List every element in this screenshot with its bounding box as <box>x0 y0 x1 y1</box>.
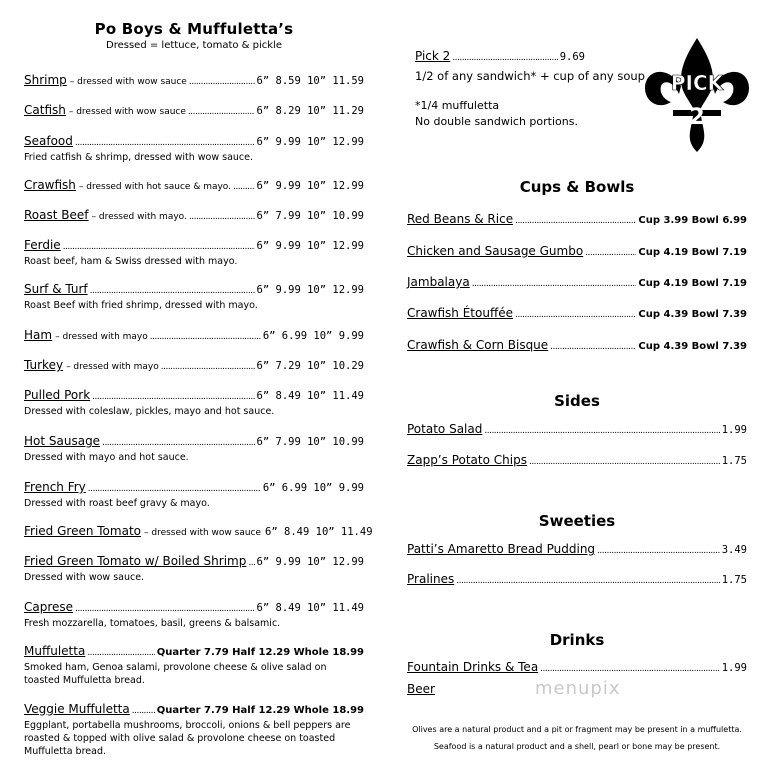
menu-item-name: Fried Green Tomato <box>24 524 141 538</box>
menu-item-name: Shrimp <box>24 73 67 87</box>
menu-item-price: 1.75 <box>721 574 747 586</box>
sides-title: Sides <box>554 392 600 410</box>
menu-item-description: Dressed with coleslaw, pickles, mayo and hot sauce. <box>24 406 275 417</box>
leader-dots <box>75 138 255 148</box>
menu-item-name: Fried Green Tomato w/ Boiled Shrimp <box>24 554 247 568</box>
section-subtitle: Dressed = lettuce, tomato & pickle <box>106 40 282 51</box>
menu-item-name: Pulled Pork <box>24 388 91 402</box>
menu-item <box>407 275 747 289</box>
menu-item-price: Cup 3.99 Bowl 6.99 <box>638 215 747 226</box>
pick-two-block <box>415 48 645 130</box>
menu-item-price: 6” 8.49 10” 11.49 <box>265 526 373 538</box>
menu-item <box>24 600 364 630</box>
menu-item <box>24 524 373 538</box>
menu-item-name: Roast Beef <box>24 208 89 222</box>
sweeties-title: Sweeties <box>538 512 616 530</box>
menu-item-name: Chicken and Sausage Gumbo <box>407 244 584 258</box>
menu-item-name: Ham <box>24 328 53 342</box>
menu-item-name: Catfish <box>24 103 66 117</box>
fleur-de-lis-logo <box>643 36 751 154</box>
drinks-title: Drinks <box>549 631 605 649</box>
menu-item-line <box>407 306 747 320</box>
leader-dots <box>233 182 255 192</box>
menu-item-description: Dressed with roast beef gravy & mayo. <box>24 498 210 509</box>
menu-item-line <box>24 358 364 372</box>
menu-item-line <box>24 644 364 658</box>
pick-two-price: 9.69 <box>559 51 585 63</box>
leader-dots <box>189 77 255 87</box>
leader-dots <box>515 310 636 320</box>
menu-item-price: 6” 6.99 10” 9.99 <box>262 330 364 342</box>
menu-item-line <box>24 328 364 342</box>
menu-item-price: Cup 4.39 Bowl 7.39 <box>638 341 747 352</box>
menu-item-note: – dressed with mayo <box>55 332 148 342</box>
menu-item-name: Pralines <box>407 572 455 586</box>
menu-item-line <box>24 282 364 296</box>
menu-item-price: 6” 7.99 10” 10.99 <box>256 210 364 222</box>
pick-two-description: 1/2 of any sandwich* + cup of any soup <box>415 69 645 83</box>
menu-item-line <box>24 178 364 192</box>
menu-item-name: Ferdie <box>24 238 61 252</box>
menu-item <box>24 554 364 584</box>
leader-dots <box>88 484 261 494</box>
menu-item-name: Surf & Turf <box>24 282 88 296</box>
menu-item-line <box>24 73 364 87</box>
menu-item-note: – dressed with wow sauce <box>69 77 187 87</box>
menu-item <box>24 358 364 372</box>
menu-item-name: Seafood <box>24 134 73 148</box>
menu-item <box>24 434 364 464</box>
cups-title: Cups & Bowls <box>519 178 635 196</box>
leader-dots <box>90 286 255 296</box>
leader-dots <box>102 438 254 448</box>
menu-item <box>24 178 364 192</box>
menu-item-note: – dressed with hot sauce & mayo. <box>78 182 232 192</box>
menu-item <box>24 388 364 418</box>
menu-item-note: – dressed with wow sauce <box>68 107 186 117</box>
menu-item-description: Fried catfish & shrimp, dressed with wow sauce. <box>24 152 254 163</box>
menu-item-price: 6” 9.99 10” 12.99 <box>256 284 364 296</box>
menu-item <box>407 338 747 352</box>
leader-dots <box>540 664 720 674</box>
menu-item-line <box>24 702 364 716</box>
menu-item-description: Roast Beef with fried shrimp, dressed with mayo. <box>24 300 258 311</box>
menu-item <box>24 208 364 222</box>
menu-item-price: 6” 9.99 10” 12.99 <box>256 180 364 192</box>
leader-dots <box>150 332 261 342</box>
menu-item-line <box>407 542 747 556</box>
menu-item-description: Dressed with mayo and hot sauce. <box>24 452 189 463</box>
menu-item-description: Smoked ham, Genoa salami, provolone cheese & olive salad on toasted Muffuletta bread. <box>24 662 327 686</box>
leader-dots <box>529 457 720 467</box>
menu-item-price: 3.49 <box>721 544 747 556</box>
menu-item <box>24 702 364 758</box>
menu-item-price: 6” 6.99 10” 9.99 <box>262 482 364 494</box>
menu-item-name: Crawfish <box>24 178 76 192</box>
menu-item-price: 6” 8.29 10” 11.29 <box>256 105 364 117</box>
menu-item-price: 6” 9.99 10” 12.99 <box>256 240 364 252</box>
pick-two-note: *1/4 muffuletta <box>415 99 500 112</box>
menu-item-price: Cup 4.39 Bowl 7.39 <box>638 309 747 320</box>
menu-item-price: Quarter 7.79 Half 12.29 Whole 18.99 <box>156 705 364 716</box>
menu-item-name: Caprese <box>24 600 74 614</box>
menu-item-note: – dressed with mayo <box>66 362 159 372</box>
menu-item-line <box>24 238 364 252</box>
menu-item <box>407 306 747 320</box>
menu-item <box>24 644 364 687</box>
menu-item <box>24 103 364 117</box>
menu-item-name: Red Beans & Rice <box>407 212 514 226</box>
menu-item-price: 6” 8.59 10” 11.59 <box>256 75 364 87</box>
menu-item-line <box>24 600 364 614</box>
menu-item-price: 1.75 <box>721 455 747 467</box>
leader-dots <box>597 546 720 556</box>
menu-item-name: Crawfish & Corn Bisque <box>407 338 549 352</box>
menu-item <box>24 480 364 510</box>
menu-item-line <box>24 134 364 148</box>
leader-dots <box>248 558 254 568</box>
menu-item <box>407 212 747 226</box>
menu-item-name: Potato Salad <box>407 422 483 436</box>
menu-item-price: 6” 9.99 10” 12.99 <box>256 556 364 568</box>
footnote-olives: Olives are a natural product and a pit or fragment may be present in a muffuletta. <box>412 725 742 734</box>
menu-item-line <box>24 103 364 117</box>
menu-item-name: Patti’s Amaretto Bread Pudding <box>407 542 596 556</box>
menu-item-line <box>24 524 373 538</box>
menu-item-description: Fresh mozzarella, tomatoes, basil, greens & balsamic. <box>24 618 281 629</box>
menu-item-price: Cup 4.19 Bowl 7.19 <box>638 247 747 258</box>
menu-item-name: Jambalaya <box>407 275 470 289</box>
menu-item-name: Fountain Drinks & Tea <box>407 660 539 674</box>
menu-item-name: Crawfish Étouffée <box>407 306 513 320</box>
menu-item-line <box>24 434 364 448</box>
menu-item-name: Hot Sausage <box>24 434 101 448</box>
footnote-seafood: Seafood is a natural product and a shell, pearl or bone may be present. <box>433 742 721 751</box>
menu-item-line <box>24 388 364 402</box>
menu-item-line <box>407 660 747 674</box>
leader-dots <box>132 706 155 716</box>
leader-dots <box>63 242 255 252</box>
pick-two-note-2: No double sandwich portions. <box>415 115 578 128</box>
leader-dots <box>585 248 636 258</box>
menu-item-price: Cup 4.19 Bowl 7.19 <box>638 278 747 289</box>
menu-item-line <box>407 572 747 586</box>
leader-dots <box>484 426 719 436</box>
menu-item <box>24 238 364 268</box>
menu-item-line <box>407 212 747 226</box>
menu-item-name: French Fry <box>24 480 86 494</box>
logo-number: 2 <box>689 105 705 130</box>
menu-item-line <box>407 244 747 258</box>
menu-item-line <box>407 422 747 436</box>
menu-item <box>24 73 364 87</box>
menu-item <box>407 542 747 556</box>
po-boys-section <box>24 20 373 757</box>
leader-dots <box>188 107 255 117</box>
menu-item <box>407 422 747 436</box>
menu-item-name: Turkey <box>24 358 64 372</box>
menu-item-name: Zapp’s Potato Chips <box>407 453 527 467</box>
menu-item <box>407 660 747 674</box>
menu-item-line <box>24 554 364 568</box>
menu-item-price: 6” 8.49 10” 11.49 <box>256 390 364 402</box>
menu-item-price: 1.99 <box>721 424 747 436</box>
leader-dots <box>456 576 719 586</box>
menu-item-name: Muffuletta <box>24 644 86 658</box>
leader-dots <box>472 279 637 289</box>
menu-item-line <box>24 480 364 494</box>
menu-item-line <box>407 453 747 467</box>
menu-item <box>407 572 747 586</box>
menu-item-description: Eggplant, portabella mushrooms, broccoli, onions & bell peppers are roasted & topped with olive salad & provolone cheese on toasted Muffuletta bread. <box>24 720 351 757</box>
menu-item <box>407 244 747 258</box>
menu-item-price: 6” 7.99 10” 10.99 <box>256 436 364 448</box>
menu-item <box>24 134 364 164</box>
menu-item <box>24 328 364 342</box>
watermark: menupix <box>535 678 621 699</box>
leader-dots <box>92 392 254 402</box>
leader-dots <box>550 342 636 352</box>
pick-two-name: Pick 2 <box>415 49 451 63</box>
menu-item-price: 6” 8.49 10” 11.49 <box>256 602 364 614</box>
menu-item-price: 6” 9.99 10” 12.99 <box>256 136 364 148</box>
section-title: Po Boys & Muffuletta’s <box>94 20 294 38</box>
menu-item-price: 6” 7.29 10” 10.29 <box>256 360 364 372</box>
leader-dots <box>189 212 255 222</box>
menu-item <box>24 282 364 312</box>
menu-item-description: Roast beef, ham & Swiss dressed with mayo. <box>24 256 238 267</box>
menu-item-line <box>24 208 364 222</box>
menu-item-price: Quarter 7.79 Half 12.29 Whole 18.99 <box>156 647 364 658</box>
menu-item-line <box>407 338 747 352</box>
menu-item-name: Beer <box>407 682 435 696</box>
menu-item <box>407 453 747 467</box>
leader-dots <box>161 362 255 372</box>
menu-item-description: Dressed with wow sauce. <box>24 572 145 583</box>
leader-dots <box>75 604 254 614</box>
leader-dots <box>515 216 636 226</box>
logo-text: PICK <box>670 71 724 95</box>
menu-item-line <box>407 275 747 289</box>
menu-item-name: Veggie Muffuletta <box>24 702 130 716</box>
menu-item-note: – dressed with wow sauce <box>144 528 262 538</box>
menu-item-note: – dressed with mayo. <box>91 212 187 222</box>
leader-dots <box>87 648 154 658</box>
menu-item-price: 1.99 <box>721 662 747 674</box>
